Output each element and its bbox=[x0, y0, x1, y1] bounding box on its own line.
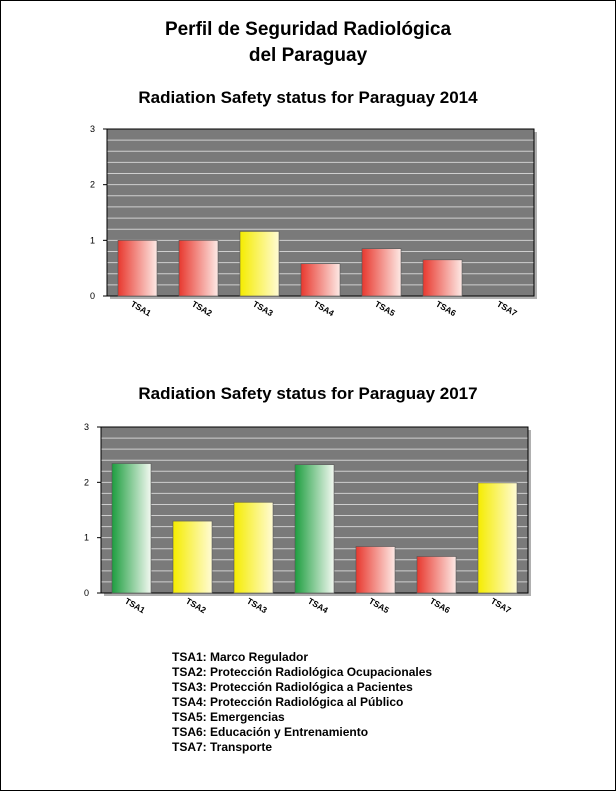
main-title-line1: Perfil de Seguridad Radiológica bbox=[164, 19, 452, 40]
x-tick-label-tsa5: TSA5 bbox=[367, 595, 391, 616]
bar-tsa7 bbox=[478, 483, 517, 593]
bar-tsa2 bbox=[173, 521, 212, 593]
x-tick-label-tsa4: TSA4 bbox=[312, 298, 336, 319]
bar-tsa1 bbox=[112, 464, 151, 593]
x-tick-label-tsa6: TSA6 bbox=[428, 595, 452, 616]
x-tick-label-tsa2: TSA2 bbox=[184, 595, 208, 616]
legend bbox=[172, 650, 432, 755]
legend-item-tsa6: TSA6: Educación y Entrenamiento bbox=[172, 725, 369, 739]
y-tick-label: 3 bbox=[83, 422, 89, 432]
x-tick-label-tsa1: TSA1 bbox=[129, 298, 153, 319]
x-tick-label-tsa5: TSA5 bbox=[373, 298, 397, 319]
x-tick-label-tsa3: TSA3 bbox=[251, 298, 275, 319]
y-tick-label: 2 bbox=[89, 179, 95, 190]
x-tick-label-tsa4: TSA4 bbox=[306, 595, 330, 616]
bar-tsa6 bbox=[423, 260, 462, 296]
legend-item-tsa2: TSA2: Protección Radiológica Ocupacionales bbox=[172, 665, 433, 679]
chart-title-2017: Radiation Safety status for Paraguay 2017 bbox=[138, 384, 478, 403]
x-tick-label-tsa3: TSA3 bbox=[245, 595, 269, 616]
bar-tsa6 bbox=[417, 556, 456, 593]
bar-tsa5 bbox=[356, 547, 395, 593]
y-tick-label: 0 bbox=[83, 588, 89, 598]
y-tick-label: 3 bbox=[89, 124, 95, 134]
legend-item-tsa5: TSA5: Emergencias bbox=[172, 710, 285, 724]
legend-item-tsa7: TSA7: Transporte bbox=[172, 740, 273, 754]
chart-title-2014: Radiation Safety status for Paraguay 2014 bbox=[138, 88, 478, 107]
bar-tsa1 bbox=[118, 240, 157, 296]
legend-item-tsa1: TSA1: Marco Regulador bbox=[172, 650, 309, 664]
bar-chart-2014 bbox=[1, 121, 616, 336]
bar-chart-2017 bbox=[1, 419, 616, 634]
y-tick-label: 1 bbox=[89, 235, 95, 246]
main-title-line2: del Paraguay bbox=[248, 45, 368, 66]
x-tick-label-tsa7: TSA7 bbox=[495, 298, 519, 319]
bar-tsa3 bbox=[240, 231, 279, 296]
bar-tsa4 bbox=[295, 465, 334, 593]
y-tick-label: 2 bbox=[83, 477, 89, 488]
legend-item-tsa4: TSA4: Protección Radiológica al Público bbox=[172, 695, 404, 709]
bar-tsa2 bbox=[179, 240, 218, 296]
bar-tsa5 bbox=[362, 249, 401, 296]
bar-tsa3 bbox=[234, 502, 273, 593]
x-tick-label-tsa7: TSA7 bbox=[489, 595, 513, 616]
y-tick-label: 1 bbox=[83, 532, 89, 543]
x-tick-label-tsa6: TSA6 bbox=[434, 298, 458, 319]
x-tick-label-tsa1: TSA1 bbox=[123, 595, 147, 616]
bar-tsa4 bbox=[301, 264, 340, 296]
legend-item-tsa3: TSA3: Protección Radiológica a Pacientes bbox=[172, 680, 413, 694]
y-tick-label: 0 bbox=[89, 291, 95, 301]
x-tick-label-tsa2: TSA2 bbox=[190, 298, 214, 319]
